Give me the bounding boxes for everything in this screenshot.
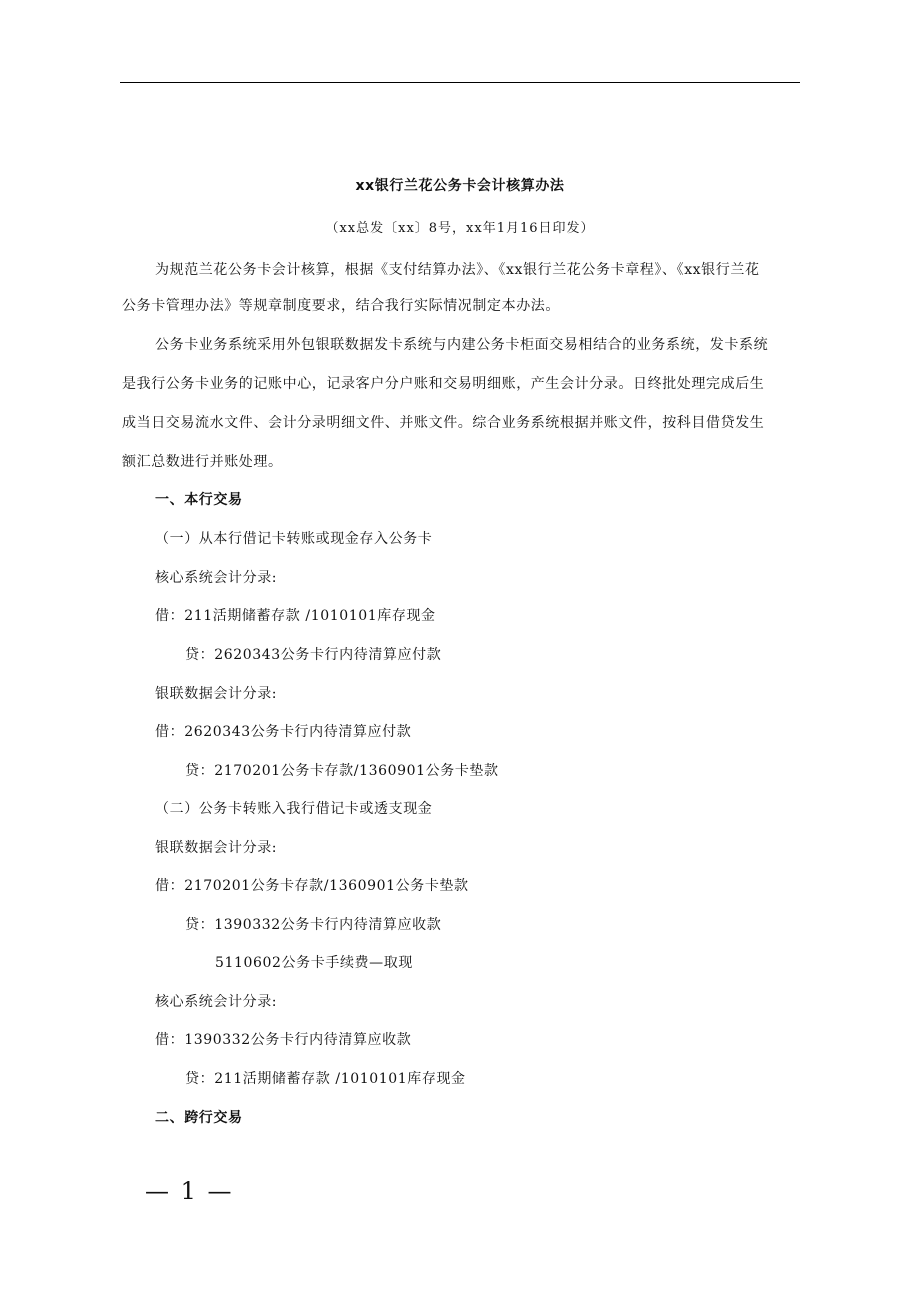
document-subtitle: （xx总发〔xx〕8号，xx年1月16日印发） xyxy=(325,221,595,236)
sub2-heading: （二）公务卡转账入我行借记卡或透支现金 xyxy=(155,801,433,817)
para2-line-1: 公务卡业务系统采用外包银联数据发卡系统与内建公务卡柜面交易相结合的业务系统，发卡系统 xyxy=(155,337,769,353)
sub2-union-credit: 贷：1390332公务卡行内待清算应收款 xyxy=(185,917,442,933)
sub2-union-label: 银联数据会计分录: xyxy=(155,840,278,856)
sub2-union-credit-2: 5110602公务卡手续费—取现 xyxy=(215,955,413,971)
page-number: — 1 — xyxy=(145,1177,234,1205)
sub1-union-credit: 贷：2170201公务卡存款/1360901公务卡垫款 xyxy=(185,763,499,779)
sub1-union-label: 银联数据会计分录: xyxy=(155,686,278,702)
intro-line-1: 为规范兰花公务卡会计核算，根据《支付结算办法》、《xx银行兰花公务卡章程》、《xx银行兰花 xyxy=(155,262,760,278)
sub2-core-debit: 借：1390332公务卡行内待清算应收款 xyxy=(155,1032,412,1048)
document-title: xx银行兰花公务卡会计核算办法 xyxy=(355,178,565,194)
sub2-union-debit: 借：2170201公务卡存款/1360901公务卡垫款 xyxy=(155,878,469,894)
para2-line-2: 是我行公务卡业务的记账中心，记录客户分户账和交易明细账，产生会计分录。日终批处理完成后生 xyxy=(122,376,765,392)
section2-heading: 二、跨行交易 xyxy=(155,1110,243,1126)
sub2-core-label: 核心系统会计分录: xyxy=(155,994,278,1010)
para2-line-3: 成当日交易流水文件、会计分录明细文件、并账文件。综合业务系统根据并账文件，按科目借贷发生 xyxy=(122,415,765,431)
para2-line-4: 额汇总数进行并账处理。 xyxy=(122,454,283,470)
header-rule xyxy=(120,82,800,83)
sub2-core-credit: 贷：211活期储蓄存款 /1010101库存现金 xyxy=(185,1071,466,1087)
sub1-core-label: 核心系统会计分录: xyxy=(155,570,278,586)
sub1-heading: （一）从本行借记卡转账或现金存入公务卡 xyxy=(155,531,433,547)
intro-line-2: 公务卡管理办法》等规章制度要求，结合我行实际情况制定本办法。 xyxy=(122,298,560,314)
sub1-core-credit: 贷：2620343公务卡行内待清算应付款 xyxy=(185,647,442,663)
sub1-core-debit: 借：211活期储蓄存款 /1010101库存现金 xyxy=(155,608,436,624)
section1-heading: 一、本行交易 xyxy=(155,492,243,508)
sub1-union-debit: 借：2620343公务卡行内待清算应付款 xyxy=(155,724,412,740)
